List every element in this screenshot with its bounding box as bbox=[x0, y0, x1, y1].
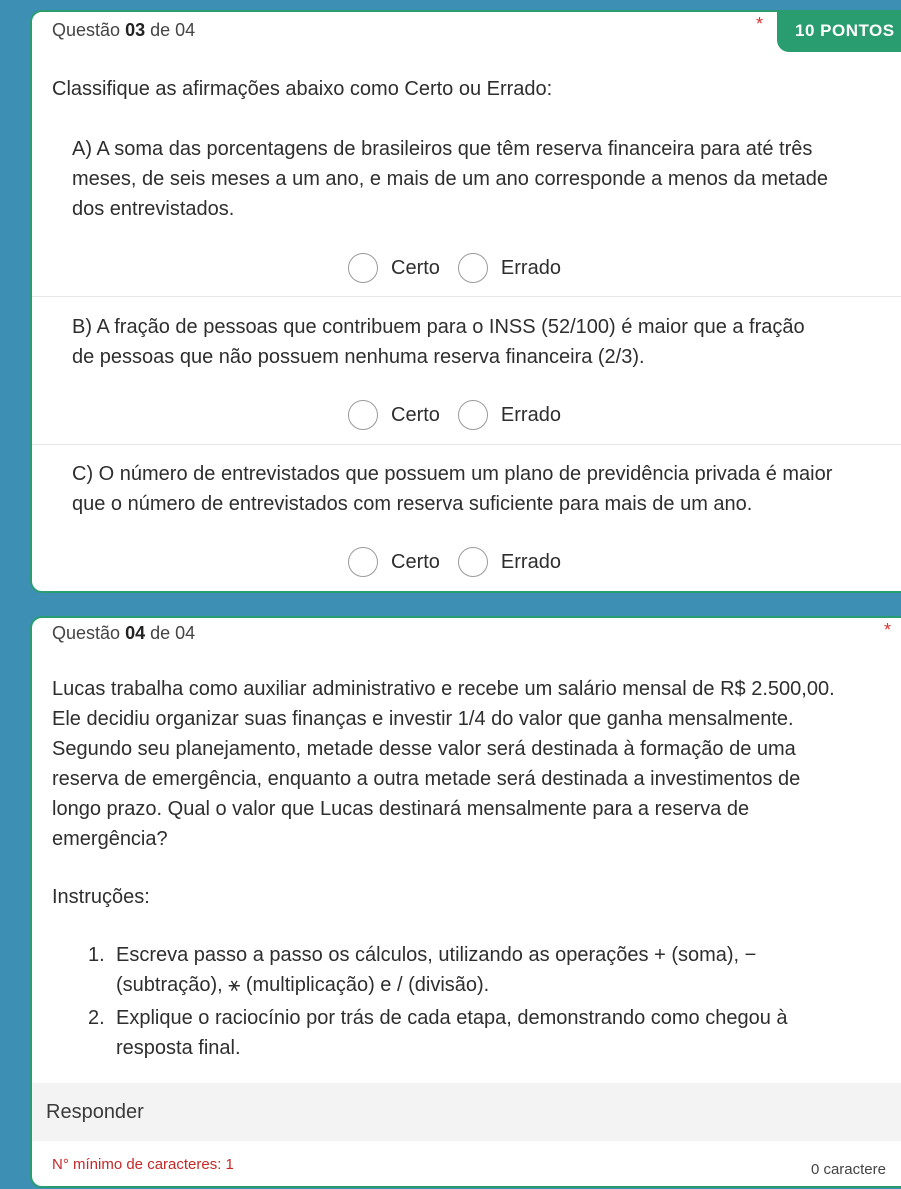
option-label: Errado bbox=[500, 403, 561, 426]
paragraph-line: Ele decidiu organizar suas finanças e investir 1/4 do valor que ganha mensalmente. bbox=[52, 708, 794, 730]
required-star: * bbox=[884, 620, 892, 640]
statement-a-line3: dos entrevistados. bbox=[72, 198, 235, 220]
divider bbox=[32, 296, 901, 297]
statement-c-options bbox=[348, 547, 579, 577]
statement-c-line2: que o número de entrevistados com reserva suficiente para mais de um ano. bbox=[72, 493, 753, 515]
instructions-title: Instruções: bbox=[52, 886, 150, 908]
question-4-header bbox=[52, 623, 195, 644]
paragraph-line: reserva de emergência, enquanto a outra metade será destinada a investimentos de bbox=[52, 768, 801, 790]
question-paragraph bbox=[52, 674, 835, 854]
question-3-card bbox=[30, 10, 901, 593]
statement-a-line1: A) A soma das porcentagens de brasileiros que têm reserva financeira para até três bbox=[72, 138, 813, 160]
instruction-line: Escreva passo a passo os cálculos, utilizando as operações + (soma), − bbox=[116, 944, 757, 966]
statement-c-option-errado[interactable] bbox=[458, 547, 561, 577]
question-number: 04 bbox=[125, 623, 146, 643]
question-4-card bbox=[30, 616, 901, 1188]
answer-input[interactable]: Responder bbox=[32, 1083, 901, 1141]
paragraph-line: Lucas trabalha como auxiliar administrativo e recebe um salário mensal de R$ 2.500,00. bbox=[52, 678, 835, 700]
paragraph-line: longo prazo. Qual o valor que Lucas destinará mensalmente para a reserva de bbox=[52, 798, 750, 820]
radio-button[interactable] bbox=[458, 400, 488, 430]
paragraph-line: emergência? bbox=[52, 828, 168, 850]
divider bbox=[32, 444, 901, 445]
statement-b-option-errado[interactable] bbox=[458, 400, 561, 430]
question-total: de 04 bbox=[150, 20, 196, 40]
radio-button[interactable] bbox=[348, 400, 378, 430]
option-label: Errado bbox=[500, 550, 561, 573]
statement-b-line1: B) A fração de pessoas que contribuem para o INSS (52/100) é maior que a fração bbox=[72, 316, 805, 338]
option-label: Certo bbox=[391, 256, 440, 279]
instruction-line: Explique o raciocínio por trás de cada etapa, demonstrando como chegou à bbox=[116, 1007, 788, 1029]
question-label: Questão bbox=[52, 623, 121, 643]
question-number: 03 bbox=[125, 20, 146, 40]
statement-b-option-certo[interactable] bbox=[348, 400, 440, 430]
statement-b-line2: de pessoas que não possuem nenhuma reserva financeira (2/3). bbox=[72, 346, 645, 368]
instruction-item bbox=[88, 940, 888, 1000]
statement-c-option-certo[interactable] bbox=[348, 547, 440, 577]
instruction-line: resposta final. bbox=[116, 1037, 241, 1059]
option-label: Certo bbox=[391, 403, 440, 426]
radio-button[interactable] bbox=[458, 547, 488, 577]
question-3-header bbox=[52, 20, 195, 41]
char-counter: 0 caractere bbox=[810, 1161, 886, 1178]
statement-b-options bbox=[348, 400, 579, 430]
instruction-number: 2. bbox=[88, 1007, 105, 1029]
statement-a-option-errado[interactable] bbox=[458, 253, 561, 283]
statement-b bbox=[72, 312, 805, 372]
question-label: Questão bbox=[52, 20, 121, 40]
instruction-item bbox=[88, 1003, 888, 1063]
required-star: * bbox=[756, 14, 764, 34]
radio-button[interactable] bbox=[348, 253, 378, 283]
radio-button[interactable] bbox=[458, 253, 488, 283]
instruction-number: 1. bbox=[88, 944, 105, 966]
points-badge: 10 PONTOS bbox=[777, 10, 901, 52]
instructions-list bbox=[88, 940, 888, 1066]
instruction-line: (subtração), ⚹ (multiplicação) e / (divisão). bbox=[116, 974, 490, 996]
question-total: de 04 bbox=[150, 623, 196, 643]
min-chars-hint: N° mínimo de caracteres: 1 bbox=[52, 1156, 234, 1173]
statement-a bbox=[72, 134, 828, 224]
statement-a-line2: meses, de seis meses a um ano, e mais de um ano corresponde a menos da metade bbox=[72, 168, 828, 190]
statement-c bbox=[72, 459, 832, 519]
paragraph-line: Segundo seu planejamento, metade desse valor será destinada à formação de uma bbox=[52, 738, 796, 760]
statement-a-options bbox=[348, 253, 579, 283]
option-label: Certo bbox=[391, 550, 440, 573]
statement-c-line1: C) O número de entrevistados que possuem um plano de previdência privada é maior bbox=[72, 463, 833, 485]
option-label: Errado bbox=[500, 256, 561, 279]
statement-a-option-certo[interactable] bbox=[348, 253, 440, 283]
question-prompt: Classifique as afirmações abaixo como Certo ou Errado: bbox=[52, 78, 553, 100]
radio-button[interactable] bbox=[348, 547, 378, 577]
